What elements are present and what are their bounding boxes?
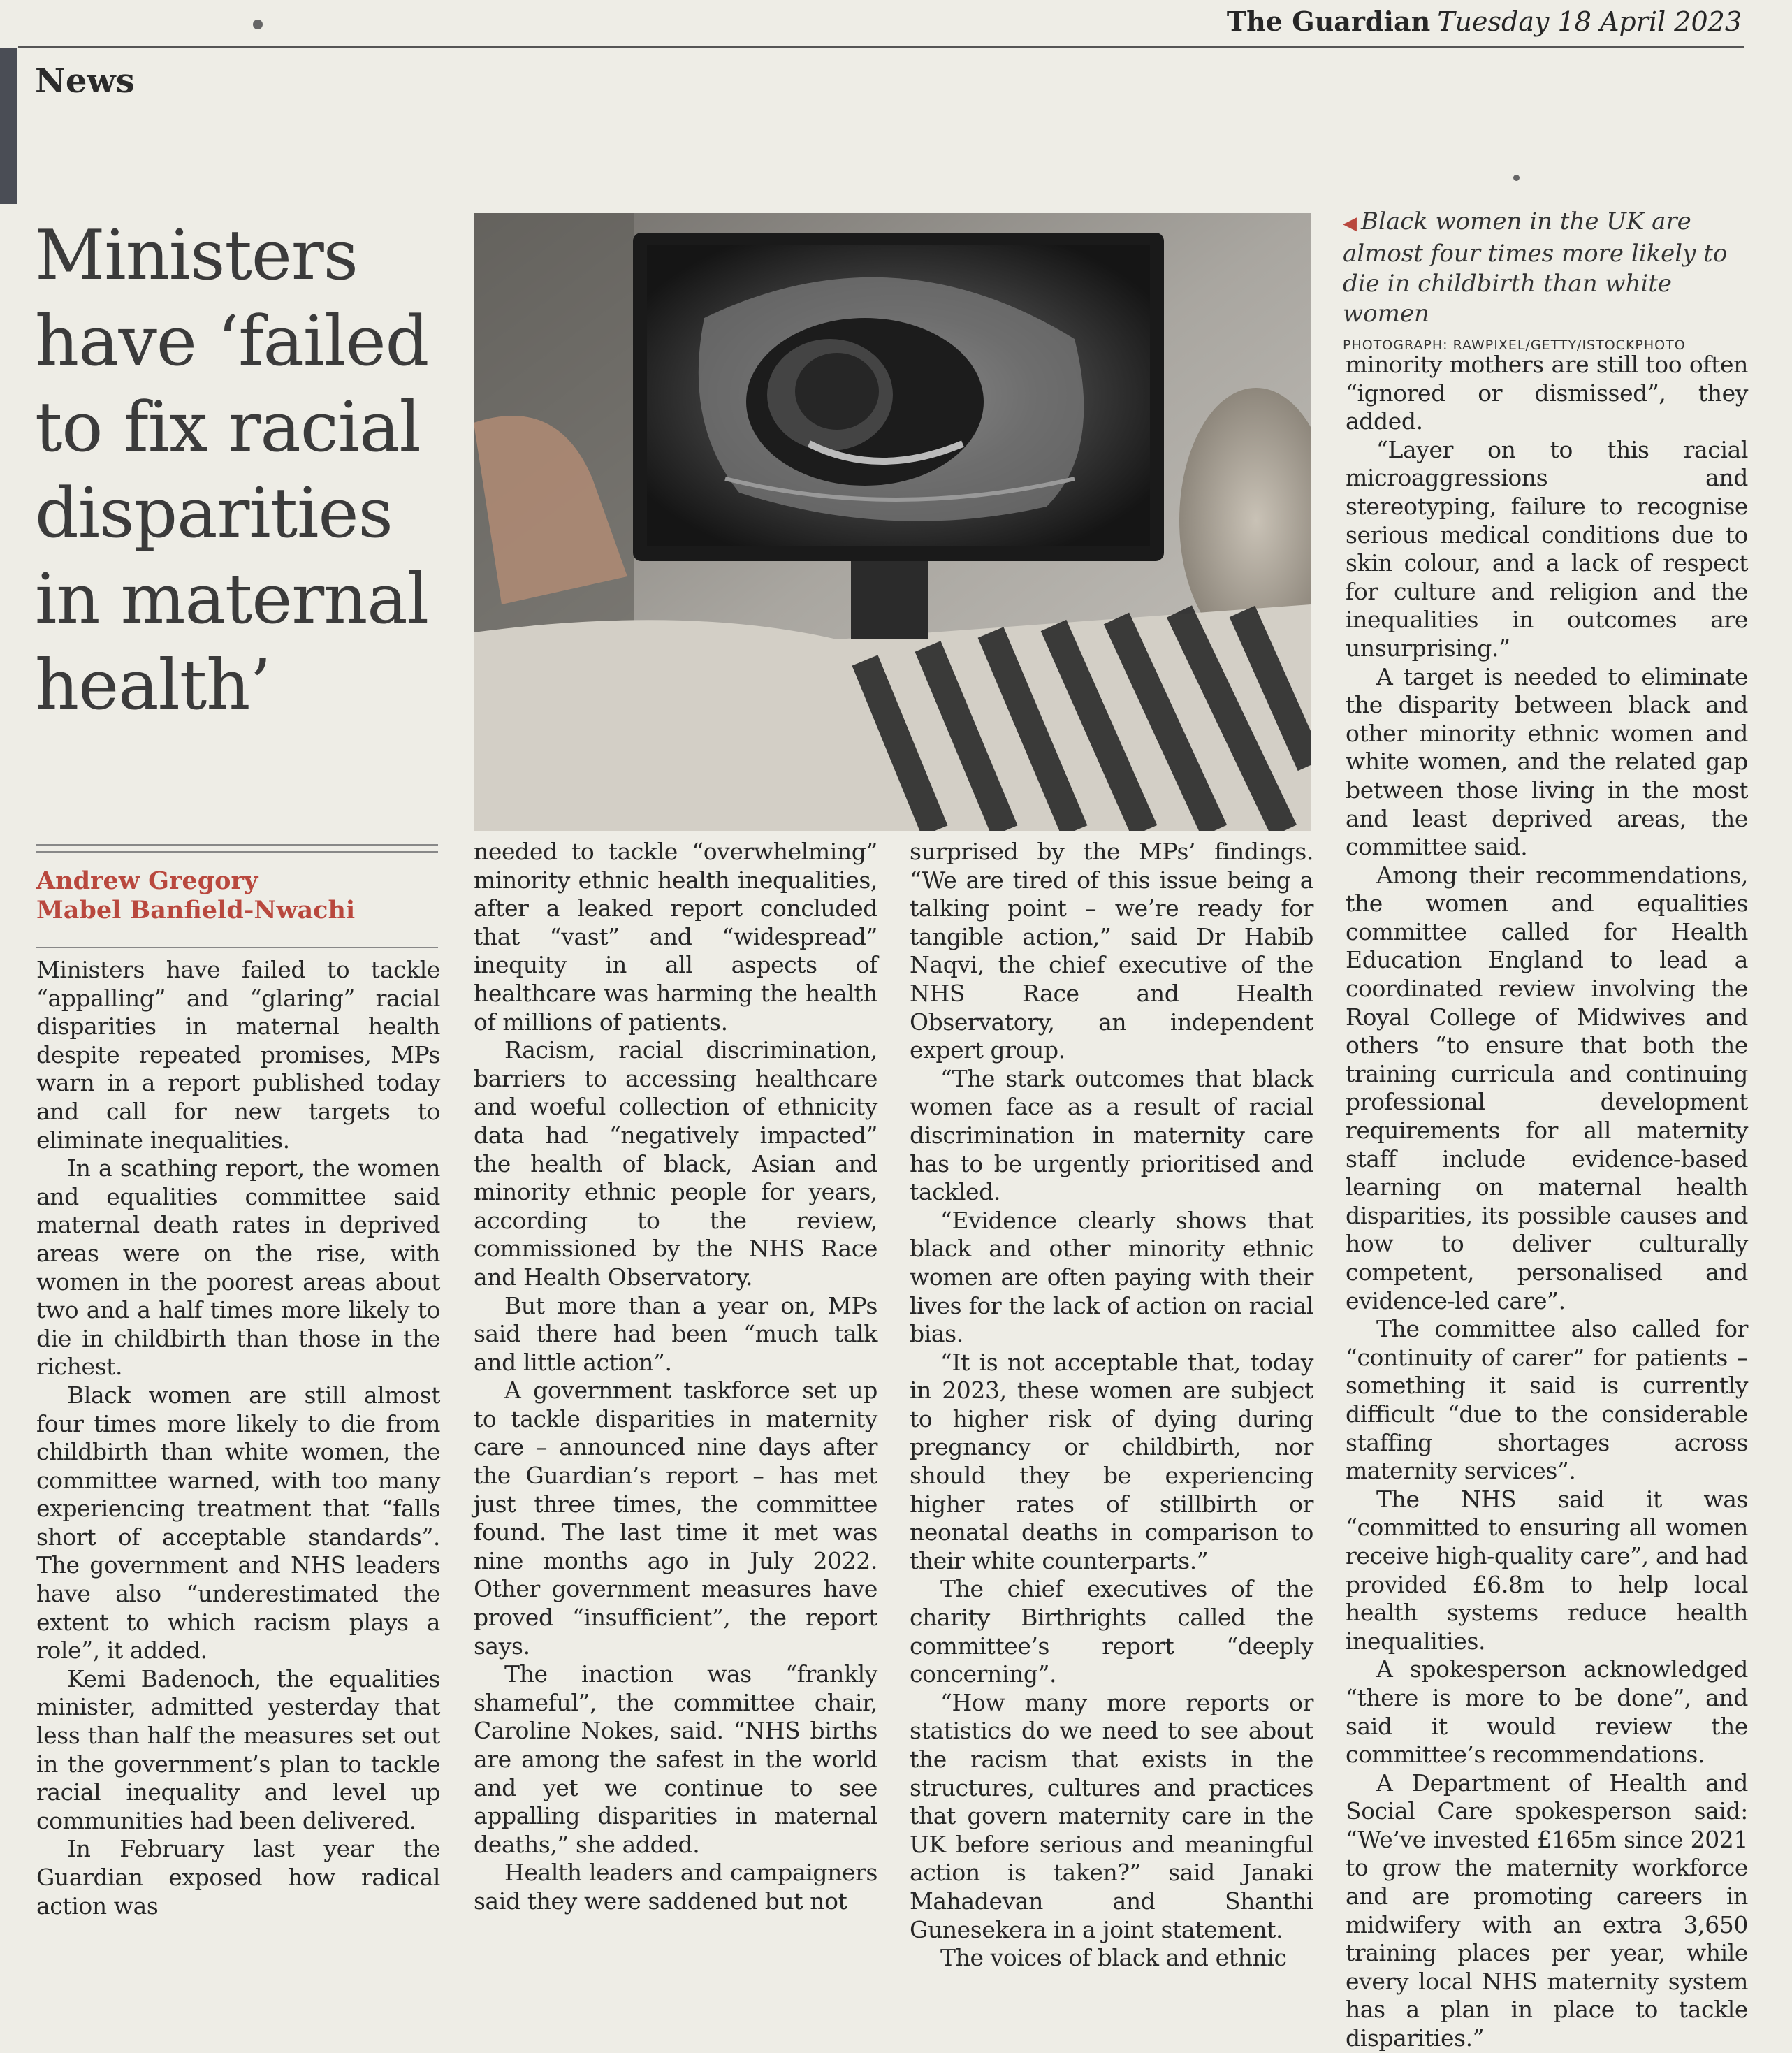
article-column-2 (474, 838, 877, 1916)
byline-bottom-rule (36, 947, 438, 948)
author-name: Mabel Banfield-Nwachi (36, 896, 356, 924)
masthead-date: Tuesday 18 April 2023 (1437, 6, 1742, 37)
paragraph: Racism, racial discrimination, barriers to accessing healthcare and woeful collection of ethnicity data had “negatively impacted” the health of black, Asian and minority ethnic people for years, according to the review, commissioned by the NHS Race and Health Observatory. (474, 1036, 877, 1291)
paper-speck (1513, 175, 1520, 181)
paragraph: “Layer on to this racial microaggressions and stereotyping, failure to recognise serious medical conditions due to skin colour, and a lack of respect for culture and religion and the inequalities in outcomes are unsurprising.” (1346, 435, 1748, 662)
section-marker-bar (0, 48, 17, 204)
paragraph: A government taskforce set up to tackle disparities in maternity care – announced nine days after the Guardian’s report – has met just three times, the committee found. The last time it met was nine months ago in July 2022. Other government measures have proved “insufficient”, the report says. (474, 1377, 877, 1660)
paragraph: In February last year the Guardian exposed how radical action was (36, 1835, 440, 1920)
ultrasound-photo (474, 213, 1311, 831)
photo-credit: PHOTOGRAPH: RAWPIXEL/GETTY/ISTOCKPHOTO (1343, 338, 1686, 353)
article-column-1 (36, 956, 440, 1920)
caption-arrow-icon: ◀ (1343, 213, 1357, 234)
photo-caption (1343, 207, 1748, 353)
paragraph: Health leaders and campaigners said they were saddened but not (474, 1859, 877, 1915)
paragraph: But more than a year on, MPs said there had been “much talk and little action”. (474, 1291, 877, 1376)
paragraph: “Evidence clearly shows that black and other minority ethnic women are often paying with their lives for the lack of action on racial bias. (910, 1206, 1313, 1348)
paragraph: “The stark outcomes that black women face as a result of racial discrimination in maternity care has to be urgently prioritised and tackled. (910, 1064, 1313, 1206)
paragraph: The inaction was “frankly shameful”, the committee chair, Caroline Nokes, said. “NHS births are among the safest in the world and yet we continue to see appalling disparities in maternal deaths,” she added. (474, 1660, 877, 1858)
paragraph: needed to tackle “overwhelming” minority ethnic health inequalities, after a leaked report concluded that “vast” and “widespread” inequity in all aspects of healthcare was harming the health of millions of patients. (474, 838, 877, 1036)
paragraph: A target is needed to eliminate the disparity between black and other minority ethnic women and white women, and the related gap between those living in the most and least deprived areas, the committee said. (1346, 662, 1748, 861)
caption-text-block (1343, 207, 1748, 329)
masthead-paper-name: The Guardian (1226, 6, 1431, 37)
article-column-4 (1346, 351, 1748, 2053)
paragraph: A spokesperson acknowledged “there is more to be done”, and said it would review the committee’s recommendations. (1346, 1655, 1748, 1769)
article-column-3 (910, 838, 1313, 1973)
paragraph: The voices of black and ethnic (940, 1944, 1287, 1972)
paragraph: Ministers have failed to tackle “appalling” and “glaring” racial disparities in maternal health despite repeated promises, MPs warn in a report published today and call for new targets to eliminate inequalities. (36, 956, 440, 1154)
byline-top-rule (36, 844, 438, 853)
paragraph: Among their recommendations, the women and equalities committee called for Health Education England to lead a coordinated review involving the Royal College of Midwives and others “to ensure that both the training curricula and continuing professional development requirements for all maternity staff include evidence-based learning on maternal health disparities, its possible causes and how to deliver culturally competent, personalised and evidence-led care”. (1346, 861, 1748, 1314)
paragraph: In a scathing report, the women and equalities committee said maternal death rates in deprived areas were on the rise, with women in the poorest areas about two and a half times more likely to die in childbirth than those in the richest. (36, 1154, 440, 1381)
paragraph: Kemi Badenoch, the equalities minister, admitted yesterday that less than half the measures set out in the government’s plan to tackle racial inequality and level up communities had been delivered. (36, 1664, 440, 1834)
paragraph: “How many more reports or statistics do we need to see about the racism that exists in the structures, cultures and practices that govern maternity care in the UK before serious and meaningful action is taken?” said Janaki Mahadevan and Shanthi Gunesekera in a joint statement. (910, 1688, 1313, 1943)
paragraph: A Department of Health and Social Care spokesperson said: “We’ve invested £165m since 2021 to grow the maternity workforce and are promoting careers in midwifery with an extra 3,650 training places per year, while every local NHS maternity system has a plan in place to tackle disparities.” (1346, 1769, 1748, 2052)
top-rule (18, 46, 1744, 48)
paragraph: The committee also called for “continuity of carer” for patients – something it said is currently difficult “due to the considerable staffing shortages across maternity services”. (1346, 1315, 1748, 1485)
masthead (1227, 6, 1742, 37)
paragraph: The chief executives of the charity Birthrights called the committee’s report “deeply concerning”. (910, 1575, 1313, 1688)
paper-speck (253, 20, 263, 29)
paragraph: “It is not acceptable that, today in 2023, these women are subject to higher risk of dying during pregnancy or childbirth, nor should they be experiencing higher rates of stillbirth or neonatal deaths in comparison to their white counterparts.” (910, 1348, 1313, 1574)
byline (36, 866, 355, 925)
ultrasound-scan-image (474, 213, 1311, 831)
paragraph: The NHS said it was “committed to ensuring all women receive high-quality care”, and had provided £6.8m to help local health systems reduce health inequalities. (1346, 1485, 1748, 1655)
paragraph: surprised by the MPs’ findings. “We are tired of this issue being a talking point – we’re ready for tangible action,” said Dr Habib Naqvi, the chief executive of the NHS Race and Health Observatory, an independent expert group. (910, 838, 1313, 1064)
paragraph: Black women are still almost four times more likely to die from childbirth than white women, the committee warned, with too many experiencing treatment that “falls short of acceptable standards”. The government and NHS leaders have also “underestimated the extent to which racism plays a role”, it added. (36, 1381, 440, 1664)
caption-text: Black women in the UK are almost four times more likely to die in childbirth than white women (1343, 208, 1728, 328)
author-name: Andrew Gregory (36, 866, 258, 895)
headline: Ministers have ‘failed to fix racial disparities in maternal health’ (35, 216, 429, 725)
section-label: News (35, 61, 135, 101)
paragraph: minority mothers are still too often “ignored or dismissed”, they added. (1346, 351, 1748, 435)
